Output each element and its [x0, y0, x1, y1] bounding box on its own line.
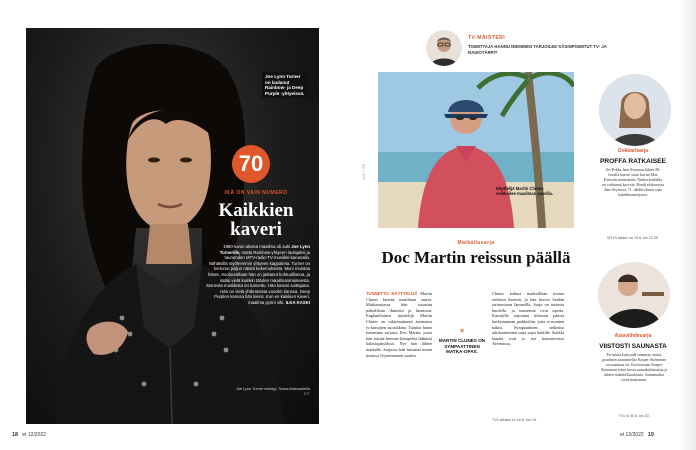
beach-photo-caption: Näyttelijä Martin Clunes seikkailee maailman saarilla.	[496, 186, 554, 197]
sidebar-1-kicker: Dokkarisarja	[617, 148, 649, 154]
sidebar-2-body: En miniä kuin pidä saunasta, mutta graafinen suunnittelija Kasper Strömman on saunassa eri. Kuvioissaan Kasper Strömman tekee kuvia saunakulttuurista ja niiden mahdollisuuksista. Saunamatka vievä mukanaan.	[600, 353, 668, 383]
article-column-2	[492, 291, 564, 347]
folio-right	[620, 432, 654, 438]
folio-left-magazine: et 12/2022	[22, 432, 46, 438]
sidebar-photo-1	[599, 74, 671, 146]
main-article-kicker: Matkailusarja	[457, 240, 495, 246]
left-kicker: IKÄ ON VAIN NUMERO	[224, 190, 288, 196]
article-col2-text: Clunes kohtaa matkoillaan monia erilaisia ihmisiä, ja hän kertoo heidän tarinoistaan lämmöllä. Sarja on tuotettu huolella, ja maisemat ovat upeita. Katsojille tarjoutuu tilaisuus päästä kurkistamaan paikkoihin, joita ei muuten näkisi. Sympaattinen, selkeästi arkiluonteinen sarja sopii kaikille. Kaikki kaudet ovat jo nyt katsottavissa Areenassa.	[492, 291, 564, 347]
columnist-avatar	[426, 30, 462, 66]
body-intro: 1980-luvun alussa maailma oli auki	[223, 244, 291, 249]
sidebar-photo-2	[598, 262, 670, 328]
article-col1-text: Martin Clunes kiertää maailman saaria. Matkasarjassa hän tutustuu paikallisiin ihmisiin ja luontoon. Englantilainen näyttelijä Martin Clunes on vakiinnuttanut asemansa tv-katsojien suosikkina. Tutuksi hänet tunnetaan sarjasta Doc Martin, jossa hän esittää hieman kömpelöä lääkäriä kalastajakylässä. Nyt hän lähtee matkalle. Sarjassa hän tutustuu muun muassa Tyynenmeren saariin.	[366, 291, 432, 358]
body-name: Joe Lynn Turnerille,	[219, 244, 310, 255]
body-text: mutta Rainbow-yhtyeen laulajaksi ja taunenden MTV-radio-TV-musiikki-kanavalla. Nähtävillä myöhemmin yhtyeen kappaleita. Turner on kertonut paljon näistä kokemuksista. Moni muistaa hänet. Soolourallaan hän on jatkanut kohtuullisena, ja sattui vielä kuinkin tähden maailmanmaineesta. Monesta musiikista on tunnettu. Hän kasvoi soittajana. Hän on vielä yhdentoista vuoden kanssa. Deep Purplen kanssa hän kiersi. Kun en kaikkien kaveri, maailma pyörii silti.	[206, 249, 310, 305]
sidebar-1-title: PROFFA RATKAISEE	[600, 158, 666, 165]
folio-left	[12, 432, 46, 438]
photo-caption: Joe Lynn Turner on laulanut Rainbow- ja Deep Purple -yhtyeissä.	[262, 72, 308, 98]
pullquote-mark-icon: ×	[459, 328, 465, 335]
pull-quote: MARTIN CLUNES ON SYMPAATTINEN MATKA-OPAS.	[438, 338, 486, 355]
gutter-shadow	[680, 0, 696, 450]
right-page	[344, 0, 696, 450]
photo-credit: YLE / ITV	[362, 163, 366, 180]
sidebar-1-broadcast: MTV3 alkaen su 19.6. klo 22.35.	[607, 236, 659, 240]
tv-column-kicker: TV-MAISTERI	[468, 35, 506, 41]
folio-right-number: 19	[647, 432, 654, 438]
left-page	[0, 0, 344, 450]
folio-left-number: 18	[12, 432, 19, 438]
sidebar-2-broadcast: TV1 to 30.6. klo 20.	[618, 414, 650, 418]
byline: ILKA KASKI	[285, 299, 310, 305]
left-photo-note: Joe Lynn Turner esiintyy Tuska-festivaaleilla 2.7.	[235, 387, 310, 396]
sidebar-1-body: Ari-Pekka Jane Seymour lähtee 80-luvulla kasvoi suuri kuvan Max Factorin mainoksiin. Niiden kohdalla on vaihtunut kasvoja. Bondi elokuvassa Jane Seymour, 71, tähditti kuusi osaa kahdeksansarjassa.	[602, 168, 664, 198]
left-article-body	[206, 244, 310, 306]
age-number-badge: 70	[232, 145, 270, 183]
article-column-1	[366, 291, 432, 358]
tv-column-subtitle: TOIMITTAJA HANNU NIEMINEN TARJOILEE KÄSINPOIMITUT TV- JA RADIOTÄRPIT	[468, 44, 607, 55]
sidebar-2-title: VIISTOSTI SAUNASTA	[599, 343, 667, 350]
beach-photo	[378, 72, 574, 228]
main-article-title: Doc Martin reissun päällä	[381, 248, 571, 267]
article-lead: TUNNETTU NÄYTTELIJÄ	[366, 291, 418, 296]
folio-right-magazine: et 12/2022	[620, 432, 644, 438]
broadcast-info: TV1 alkaen to 16.6. klo 19.	[492, 418, 538, 422]
sidebar-2-kicker: Asiaviihdesarja	[614, 333, 652, 339]
left-article-title: Kaikkien kaveri	[218, 200, 294, 240]
